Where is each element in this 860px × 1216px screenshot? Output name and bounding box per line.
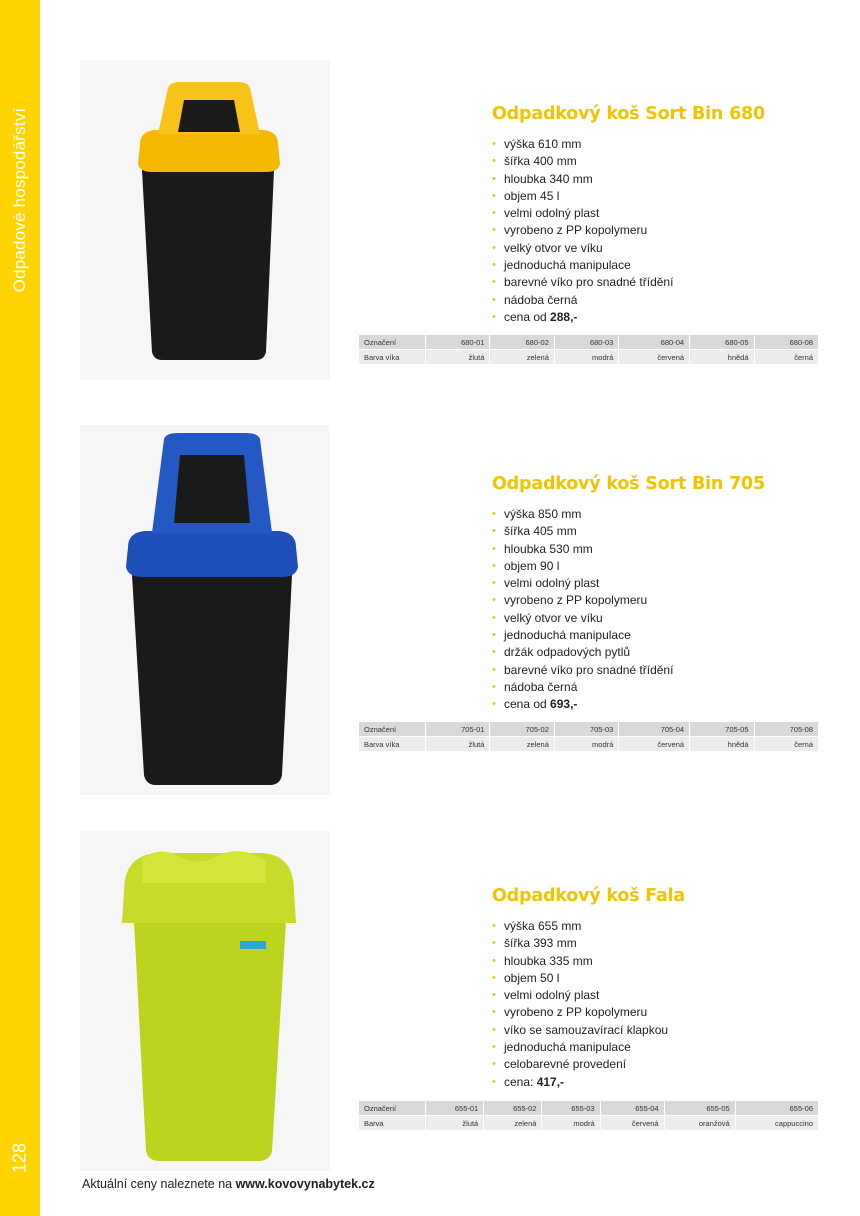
- table-cell: 680-02: [490, 335, 553, 349]
- spec-item: • výška 655 mm: [492, 918, 822, 935]
- spec-item: • objem 45 l: [492, 188, 822, 205]
- table-cell: žlutá: [426, 737, 489, 751]
- spec-item: • velký otvor ve víku: [492, 610, 822, 627]
- spec-list: [492, 918, 822, 1091]
- spec-item: • vyrobeno z PP kopolymeru: [492, 222, 822, 239]
- table-cell: hnědá: [690, 350, 753, 364]
- table-row: [359, 335, 818, 349]
- product-photo: [80, 60, 330, 380]
- table-cell: 705-08: [755, 722, 818, 736]
- website-link[interactable]: www.kovovynabytek.cz: [235, 1177, 375, 1191]
- table-cell: zelená: [490, 350, 553, 364]
- row-label: Označení: [359, 1101, 425, 1115]
- product-photo: [80, 425, 330, 795]
- table-cell: 655-04: [601, 1101, 664, 1115]
- spec-item: • velký otvor ve víku: [492, 240, 822, 257]
- spec-list: [492, 136, 822, 326]
- side-bar: [0, 0, 40, 1216]
- table-cell: cappuccino: [736, 1116, 818, 1130]
- table-cell: 655-01: [426, 1101, 483, 1115]
- spec-item: • vyrobeno z PP kopolymeru: [492, 592, 822, 609]
- price-value: 693,-: [550, 697, 578, 712]
- table-cell: 655-02: [484, 1101, 541, 1115]
- table-cell: 680-03: [555, 335, 618, 349]
- product-title: Odpadkový koš Sort Bin 705: [492, 474, 765, 494]
- spec-item: • hloubka 340 mm: [492, 171, 822, 188]
- spec-item: • jednoduchá manipulace: [492, 627, 822, 644]
- row-label: Barva víka: [359, 350, 425, 364]
- spec-item: • držák odpadových pytlů: [492, 644, 822, 661]
- table-cell: 680-04: [619, 335, 689, 349]
- table-cell: černá: [755, 737, 818, 751]
- price-label: cena od: [504, 697, 551, 712]
- table-cell: žlutá: [426, 350, 489, 364]
- spec-item: • nádoba černá: [492, 292, 822, 309]
- spec-item: • vyrobeno z PP kopolymeru: [492, 1004, 822, 1021]
- table-row: [359, 1116, 818, 1130]
- spec-item: • šířka 405 mm: [492, 523, 822, 540]
- spec-item: • velmi odolný plast: [492, 575, 822, 592]
- price-value: 417,-: [536, 1074, 565, 1089]
- spec-item: • hloubka 335 mm: [492, 953, 822, 970]
- product-title: Odpadkový koš Fala: [492, 886, 686, 906]
- price-item: [492, 309, 822, 326]
- spec-list: [492, 506, 822, 714]
- table-row: [359, 737, 818, 751]
- spec-item: • výška 850 mm: [492, 506, 822, 523]
- variant-table: [358, 1100, 819, 1131]
- spec-item: • celobarevné provedení: [492, 1056, 822, 1073]
- table-cell: 655-06: [736, 1101, 818, 1115]
- spec-item: • objem 50 l: [492, 970, 822, 987]
- table-cell: 680-05: [690, 335, 753, 349]
- price-item: [492, 1074, 822, 1091]
- spec-item: • víko se samouzavírací klapkou: [492, 1022, 822, 1039]
- table-cell: 680-01: [426, 335, 489, 349]
- table-cell: hnědá: [690, 737, 753, 751]
- table-cell: 705-05: [690, 722, 753, 736]
- spec-item: • jednoduchá manipulace: [492, 1039, 822, 1056]
- spec-item: • objem 90 l: [492, 558, 822, 575]
- row-label: Označení: [359, 335, 425, 349]
- table-cell: 680-08: [755, 335, 818, 349]
- table-cell: červená: [619, 737, 689, 751]
- table-cell: modrá: [542, 1116, 599, 1130]
- price-label: cena od: [504, 309, 551, 324]
- table-cell: modrá: [555, 350, 618, 364]
- section-title: Odpadové hospodářství: [10, 107, 29, 293]
- table-row: [359, 722, 818, 736]
- price-item: [492, 696, 822, 713]
- spec-item: • výška 610 mm: [492, 136, 822, 153]
- table-cell: 705-04: [619, 722, 689, 736]
- spec-item: • velmi odolný plast: [492, 205, 822, 222]
- table-cell: 705-01: [426, 722, 489, 736]
- table-row: [359, 1101, 818, 1115]
- table-cell: 655-05: [665, 1101, 735, 1115]
- variant-table: [358, 334, 819, 365]
- row-label: Barva víka: [359, 737, 425, 751]
- spec-item: • šířka 393 mm: [492, 935, 822, 952]
- footer-note: [82, 1177, 375, 1191]
- product-photo: [80, 831, 330, 1171]
- table-cell: oranžová: [665, 1116, 735, 1130]
- table-cell: 705-02: [490, 722, 553, 736]
- table-cell: zelená: [484, 1116, 541, 1130]
- table-row: [359, 350, 818, 364]
- price-label: cena:: [504, 1074, 537, 1089]
- row-label: Označení: [359, 722, 425, 736]
- spec-item: • barevné víko pro snadné třídění: [492, 274, 822, 291]
- spec-item: • šířka 400 mm: [492, 153, 822, 170]
- product-title: Odpadkový koš Sort Bin 680: [492, 104, 765, 124]
- spec-item: • jednoduchá manipulace: [492, 257, 822, 274]
- table-cell: modrá: [555, 737, 618, 751]
- table-cell: žlutá: [426, 1116, 483, 1130]
- spec-item: • nádoba černá: [492, 679, 822, 696]
- table-cell: červená: [601, 1116, 664, 1130]
- table-cell: černá: [755, 350, 818, 364]
- page-number: 128: [9, 1142, 30, 1174]
- spec-item: • barevné víko pro snadné třídění: [492, 662, 822, 679]
- row-label: Barva: [359, 1116, 425, 1130]
- price-value: 288,-: [550, 309, 578, 324]
- table-cell: zelená: [490, 737, 553, 751]
- footer-text: Aktuální ceny naleznete na: [82, 1177, 236, 1191]
- table-cell: červená: [619, 350, 689, 364]
- variant-table: [358, 721, 819, 752]
- table-cell: 655-03: [542, 1101, 599, 1115]
- spec-item: • hloubka 530 mm: [492, 541, 822, 558]
- table-cell: 705-03: [555, 722, 618, 736]
- spec-item: • velmi odolný plast: [492, 987, 822, 1004]
